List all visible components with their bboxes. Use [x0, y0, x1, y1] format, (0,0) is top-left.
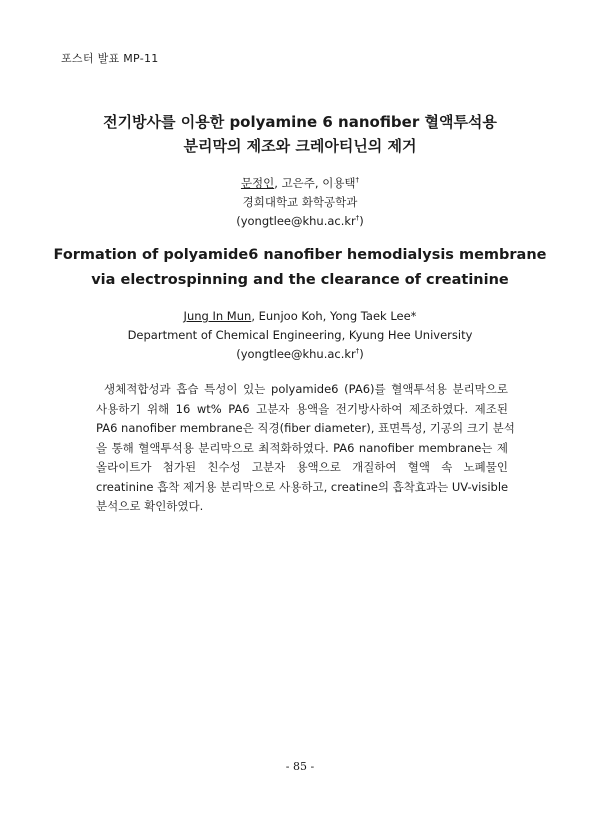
abstract-line: 사용하기 위해 16 wt% PA6 고분자 용액을 전기방사하여 제조하였다. 제조된 — [96, 401, 508, 416]
korean-coauthors: , 고은주, 이용택 — [274, 176, 356, 190]
corresponding-mark: † — [355, 176, 360, 185]
english-presenting-author: Jung In Mun — [183, 309, 252, 323]
abstract — [96, 380, 515, 517]
english-email — [0, 345, 600, 364]
korean-title-line-2: 분리막의 제조와 크레아티닌의 제거 — [183, 137, 417, 155]
abstract-line: creatinine 흡착 제거용 분리막으로 사용하고, creatine의 흡착효과는 UV-visible — [96, 479, 509, 494]
english-title-line-1: Formation of polyamide6 nanofiber hemodialysis membrane — [53, 247, 547, 263]
english-authors — [0, 307, 600, 326]
korean-email — [0, 212, 600, 231]
korean-email-address: (yongtlee@khu.ac.kr — [236, 214, 356, 228]
abstract-line: 올라이트가 첨가된 친수성 고분자 용액으로 개질하여 혈액 속 노폐물인 — [96, 460, 508, 474]
page-number: - 85 - — [285, 760, 315, 773]
english-coauthors: , Eunjoo Koh, Yong Taek Lee* — [251, 309, 417, 323]
english-affiliation: Department of Chemical Engineering, Kyung Hee University — [127, 328, 473, 342]
english-author-block — [0, 307, 600, 364]
session-label: 포스터 발표 MP-11 — [61, 52, 159, 65]
korean-affiliation: 경희대학교 화학공학과 — [242, 195, 358, 209]
english-title-line-2: via electrospinning and the clearance of creatinine — [91, 272, 509, 288]
korean-authors — [0, 174, 600, 193]
korean-email-mark: † — [355, 214, 360, 223]
english-email-close: ) — [359, 347, 364, 361]
english-title — [0, 243, 600, 293]
abstract-line: 분석으로 확인하였다. — [96, 499, 204, 513]
korean-presenting-author: 문정인 — [240, 176, 275, 190]
abstract-line: 생체적합성과 흡습 특성이 있는 polyamide6 (PA6)를 혈액투석용 분리막으로 — [104, 382, 508, 396]
abstract-line: 을 통해 혈액투석용 분리막으로 최적화하였다. PA6 nanofiber membrane는 제 — [96, 440, 508, 455]
english-email-address: (yongtlee@khu.ac.kr — [236, 347, 356, 361]
korean-title-line-1: 전기방사를 이용한 polyamine 6 nanofiber 혈액투석용 — [103, 113, 497, 131]
korean-email-close: ) — [359, 214, 364, 228]
korean-title — [0, 110, 600, 158]
korean-author-block — [0, 174, 600, 231]
english-email-mark: † — [355, 347, 360, 356]
abstract-line: PA6 nanofiber membrane은 직경(fiber diameter), 표면특성, 기공의 크기 분석 — [96, 421, 515, 435]
